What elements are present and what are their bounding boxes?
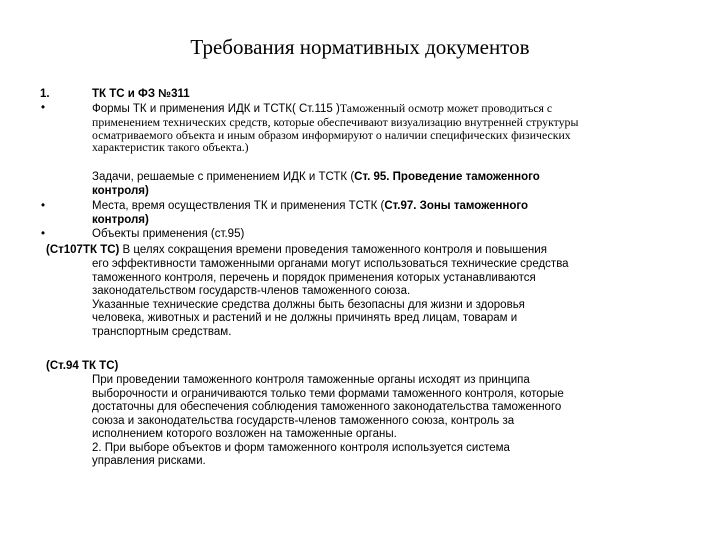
bullet-icon: • xyxy=(41,200,46,212)
art94-line: 2. При выборе объектов и форм таможенного контроля используется система xyxy=(92,441,510,454)
art107-first: В целях сокращения времени проведения таможенного контроля и повышения xyxy=(119,244,547,256)
art107-line: человека, животных и растений и не должны причинять вред лицам, товарам и xyxy=(92,312,518,324)
item-2-serif-line: применением технических средств, которые обеспечивают визуализацию внутренней структуры xyxy=(92,115,579,129)
places-bold-ref-cont: контроля) xyxy=(92,213,149,226)
item-2-serif-line: Таможенный осмотр может проводиться с xyxy=(339,101,553,115)
art94-line: выборочности и ограничиваются только теми формами таможенного контроля, которые xyxy=(92,387,564,400)
tasks-plain: Задачи, решаемые с применением ИДК и ТСТК ( xyxy=(92,171,355,183)
places-text xyxy=(92,200,528,227)
art94-line: управления рисками. xyxy=(92,455,206,467)
item-2-serif-continuation xyxy=(92,116,578,154)
art94-line: достаточны для обеспечения соблюдения таможенного законодательства таможенного xyxy=(92,401,562,413)
places-plain: Места, время осуществления ТК и применения ТСТК ( xyxy=(92,200,385,212)
art107-body xyxy=(92,258,569,339)
art94-ref: (Ст.94 ТК ТС) xyxy=(46,360,119,372)
art107-ref: (Ст107ТК ТС) xyxy=(46,244,120,256)
tasks-bold-ref: Ст. 95. Проведение таможенного xyxy=(354,171,540,183)
art94-body xyxy=(92,374,564,469)
art107-first-line xyxy=(46,244,547,258)
item-number-1: 1. xyxy=(40,88,50,100)
art107-line: Указанные технические средства должны быть безопасны для жизни и здоровья xyxy=(92,298,525,311)
art107-line: таможенного контроля, перечень и порядок применения которых устанавливаются xyxy=(92,271,536,284)
art94-line: исполнением которого возложен на таможенные органы. xyxy=(92,428,397,440)
art107-line: законодательством государств-членов таможенного союза. xyxy=(92,285,411,297)
art94-line: союза и законодательства государств-членов таможенного союза, контроль за xyxy=(92,414,515,427)
bullet-icon: • xyxy=(41,228,46,240)
art107-line: транспортным средствам. xyxy=(92,325,232,338)
item-1-text: ТК ТС и ФЗ №311 xyxy=(92,88,190,100)
tasks-bold-ref-cont: контроля) xyxy=(92,184,149,197)
item-2-serif-line: осматриваемого объекта и иным образом информируют о наличии специфических физических xyxy=(92,127,571,142)
places-bold-ref: Ст.97. Зоны таможенного xyxy=(384,200,529,212)
slide-title: Требования нормативных документов xyxy=(190,35,530,59)
bullet-icon: • xyxy=(41,102,46,114)
tasks-text xyxy=(92,171,540,198)
objects-text: Объекты применения (ст.95) xyxy=(92,228,245,240)
art107-line: его эффективности таможенными органами могут использоваться технические средства xyxy=(92,258,569,270)
item-2-serif-line: характеристик такого объекта.) xyxy=(92,140,249,155)
art94-line: При проведении таможенного контроля таможенные органы исходят из принципа xyxy=(92,374,530,386)
item-2-lead: Формы ТК и применения ИДК и ТСТК( Ст.115 ) xyxy=(92,103,340,115)
